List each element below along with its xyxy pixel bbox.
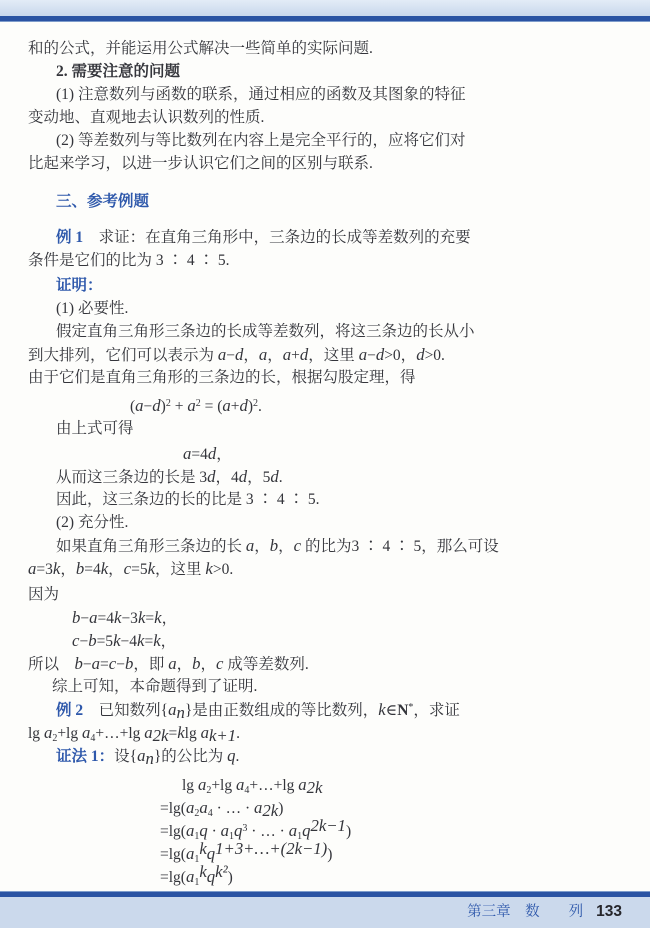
derivation-line-2: $=\lg(a_2a_4$ · … · $a_{2k}$) bbox=[160, 798, 284, 820]
example1-statement: 求证：在直角三角形中，三条边的长成等差数列的充要 bbox=[83, 229, 471, 246]
example1-intro-line1 bbox=[0, 226, 650, 249]
formula-a-equals-4d: a=4d， bbox=[183, 444, 232, 463]
example2-intro-line1 bbox=[0, 698, 650, 721]
example2-statement: 已知数列$\{a_n\}$是由正数组成的等比数列，k∈N*，求证 bbox=[83, 700, 460, 722]
example2-label: 例 2 bbox=[56, 702, 84, 719]
derivation-line-5: $=\lg(a_1^kq^{k^2})$ bbox=[160, 862, 233, 888]
derivation-line-1: $\lg a_2+\lg$ $a_4+\dots+\lg$ $a_{2k}$ bbox=[182, 775, 323, 797]
examples-section-heading: 三、参考例题 bbox=[56, 193, 150, 210]
footer-chapter-label: 第三章 数 列 bbox=[467, 904, 584, 920]
example2-intro-line2: $\lg a_2+\lg$ $a_4+\dots+\lg$ $a_{2k}=klg$ $a_{k+1}$. bbox=[28, 723, 240, 745]
pythagoras-formula: $(a-d)^2 + a^2 = (a+d)^2$. bbox=[130, 396, 262, 415]
sufficiency-line2: a=3k，b=4k，c=5k，这里 k>0. bbox=[28, 559, 234, 578]
necessity-line2: 到大排列，它们可以表示为 a−d，a，a+d，这里 a−d>0，d>0. bbox=[28, 345, 445, 364]
note2-line2: 比起来学习，以进一步认识它们之间的区别与联系. bbox=[28, 155, 373, 172]
sides-length-line: 从而这三条边的长是 3d，4d，5d. bbox=[56, 467, 283, 486]
sufficiency-heading: (2) 充分性. bbox=[56, 514, 129, 531]
page-content bbox=[0, 21, 650, 888]
sufficiency-line1: 如果直角三角形三条边的长 a，b，c 的比为3 ∶ 4 ∶ 5，那么可设 bbox=[56, 536, 499, 555]
note1-line1: (1) 注意数列与函数的联系，通过相应的函数及其图象的特征 bbox=[56, 86, 466, 103]
derivation-line-3: $=\lg(a_1q \cdot a_1q^3$ · … · $a_1q^{2k-1}$) bbox=[160, 816, 352, 842]
proof-method1-setup: 设$\{a_n\}$的公比为 q. bbox=[114, 746, 240, 768]
example1-intro-line2: 条件是它们的比为 3 ∶ 4 ∶ 5. bbox=[28, 252, 230, 269]
formula-b-minus-a: b−a=4k−3k=k， bbox=[72, 608, 178, 627]
example1-label: 例 1 bbox=[56, 229, 84, 246]
notes-heading: 2. 需要注意的问题 bbox=[56, 63, 181, 80]
top-band bbox=[0, 0, 650, 16]
proof-method1-label: 证法 1： bbox=[56, 748, 115, 765]
necessity-line3: 由于它们是直角三角形的三条边的长，根据勾股定理，得 bbox=[28, 369, 416, 386]
derivation-line-4: $=\lg(a_1^kq^{1+3+\dots+(2k-1)})$ bbox=[160, 839, 333, 865]
conclusion-line: 综上可知，本命题得到了证明. bbox=[52, 678, 258, 695]
note2-line1: (2) 等差数列与等比数列在内容上是完全平行的，应将它们对 bbox=[56, 132, 466, 149]
ratio-conclusion-line: 因此，这三条边的长的比是 3 ∶ 4 ∶ 5. bbox=[56, 491, 320, 508]
proof-heading: 证明： bbox=[56, 277, 103, 294]
footer bbox=[0, 901, 622, 923]
necessity-heading: (1) 必要性. bbox=[56, 300, 129, 317]
intro-line: 和的公式，并能运用公式解决一些简单的实际问题. bbox=[28, 40, 373, 57]
proof-method1-line bbox=[0, 744, 650, 767]
necessity-line1: 假定直角三角形三条边的长成等差数列，将这三条边的长从小 bbox=[56, 323, 475, 340]
derive-intro-line: 由上式可得 bbox=[56, 420, 134, 437]
formula-c-minus-b: c−b=5k−4k=k， bbox=[72, 631, 177, 650]
because-label: 因为 bbox=[28, 586, 60, 603]
therefore-line: 所以 b−a=c−b，即 a，b，c 成等差数列. bbox=[28, 654, 309, 673]
footer-page-number: 133 bbox=[596, 903, 622, 920]
note1-line2: 变动地、直观地去认识数列的性质. bbox=[28, 109, 265, 126]
